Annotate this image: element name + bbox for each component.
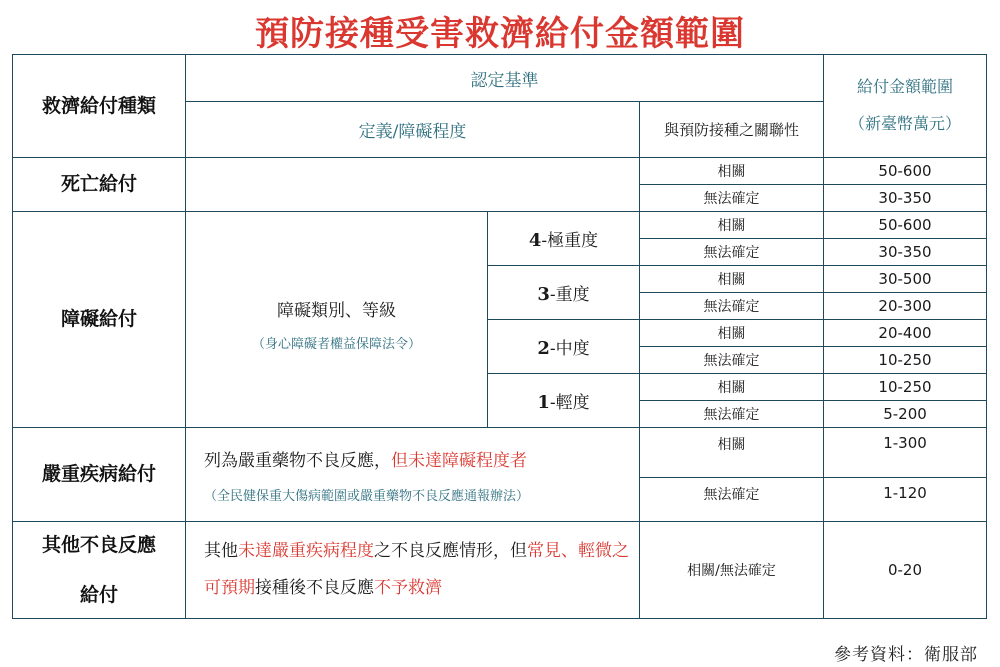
level-4-amount-uncertain: 30-350 <box>824 239 987 266</box>
page-title: 預防接種受害救濟給付金額範圍 <box>255 14 745 54</box>
level-3: 3-重度 <box>488 266 640 320</box>
death-amount-related: 50-600 <box>824 158 987 185</box>
level-1-amount-related: 10-250 <box>824 374 987 401</box>
severe-rel-related: 相關 <box>640 428 824 478</box>
severe-amount-related: 1-300 <box>824 428 987 478</box>
header-relevance: 與預防接種之關聯性 <box>640 102 824 158</box>
category-disability: 障礙給付 <box>13 212 186 428</box>
disability-desc-sub: （身心障礙者權益保障法令） <box>251 336 421 352</box>
severe-desc-sub: （全民健保重大傷病範圍或嚴重藥物不良反應通報辦法） <box>204 488 530 504</box>
header-amount-line2: （新臺幣萬元） <box>848 114 961 133</box>
category-other <box>13 522 186 619</box>
level-3-rel-uncertain: 無法確定 <box>640 293 824 320</box>
disability-definition <box>186 212 488 428</box>
disability-desc-main: 障礙類別、等級 <box>277 300 396 321</box>
category-death: 死亡給付 <box>13 158 186 212</box>
category-other-line2: 給付 <box>79 584 118 606</box>
death-definition <box>186 158 640 212</box>
severe-rel-uncertain: 無法確定 <box>640 478 824 522</box>
header-category: 救濟給付種類 <box>13 55 186 158</box>
level-4: 4-極重度 <box>488 212 640 266</box>
level-1-rel-uncertain: 無法確定 <box>640 401 824 428</box>
level-2-amount-related: 20-400 <box>824 320 987 347</box>
severe-amount-uncertain: 1-120 <box>824 478 987 522</box>
compensation-table <box>12 54 987 619</box>
level-3-amount-uncertain: 20-300 <box>824 293 987 320</box>
level-3-amount-related: 30-500 <box>824 266 987 293</box>
level-4-rel-related: 相關 <box>640 212 824 239</box>
severe-desc-main: 列為嚴重藥物不良反應，但未達障礙程度者 <box>204 450 527 471</box>
severe-definition <box>186 428 640 522</box>
death-rel-uncertain: 無法確定 <box>640 185 824 212</box>
level-1-amount-uncertain: 5-200 <box>824 401 987 428</box>
header-amount-line1: 給付金額範圍 <box>856 77 953 97</box>
level-1-rel-related: 相關 <box>640 374 824 401</box>
other-rel: 相關/無法確定 <box>640 522 824 619</box>
level-1: 1-輕度 <box>488 374 640 428</box>
death-amount-uncertain: 30-350 <box>824 185 987 212</box>
other-amount: 0-20 <box>824 522 987 619</box>
level-2-rel-uncertain: 無法確定 <box>640 347 824 374</box>
category-severe-illness: 嚴重疾病給付 <box>13 428 186 522</box>
header-amount <box>824 55 987 158</box>
category-other-line1: 其他不良反應 <box>41 533 156 556</box>
level-2-amount-uncertain: 10-250 <box>824 347 987 374</box>
level-3-rel-related: 相關 <box>640 266 824 293</box>
level-4-rel-uncertain: 無法確定 <box>640 239 824 266</box>
header-definition: 定義/障礙程度 <box>186 102 640 158</box>
death-rel-related: 相關 <box>640 158 824 185</box>
level-2-rel-related: 相關 <box>640 320 824 347</box>
source-note: 參考資料：衛服部 <box>834 645 978 665</box>
other-definition: 其他未達嚴重疾病程度之不良反應情形，但常見、輕微之可預期接種後不良反應不予救濟 <box>186 522 640 619</box>
level-2: 2-中度 <box>488 320 640 374</box>
header-criteria: 認定基準 <box>186 55 824 102</box>
level-4-amount-related: 50-600 <box>824 212 987 239</box>
